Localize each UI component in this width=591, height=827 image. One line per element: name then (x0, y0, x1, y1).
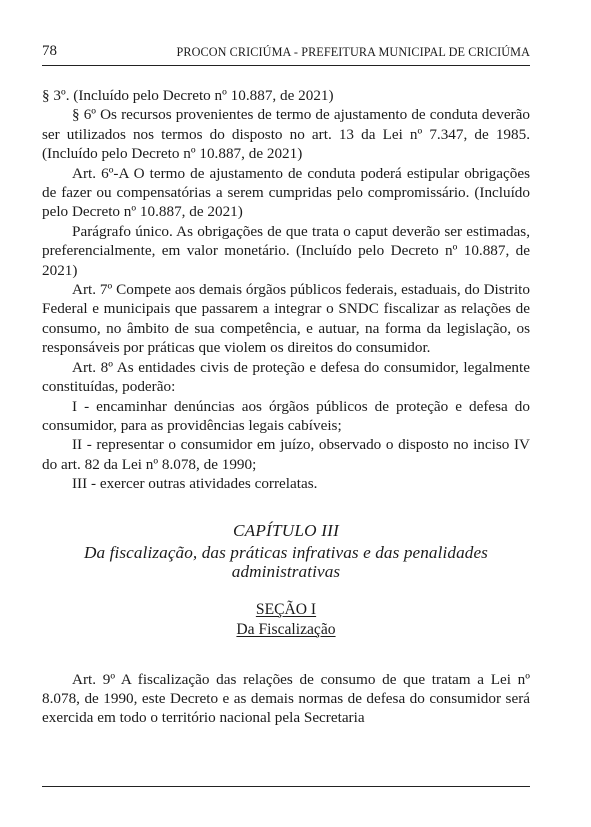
article-8-item-ii: II - representar o consumidor em juízo, observado o disposto no inciso IV do art. 82 da Lei nº 8.078, de 1990; (42, 436, 530, 473)
page-number: 78 (42, 43, 57, 59)
paragraph-6-recursos: § 6º Os recursos provenientes de termo de ajustamento de conduta deverão ser utilizados nos termos do disposto no art. 13 da Lei nº 7.347, de 1985. (Incluído pelo Decreto nº 10.887, de 2021) (42, 106, 530, 163)
section-title: SEÇÃO I (255, 600, 317, 618)
paragraph-3-incluido: § 3º. (Incluído pelo Decreto nº 10.887, de 2021) (42, 87, 334, 104)
article-8-item-i: I - encaminhar denúncias aos órgãos públicos de proteção e defesa do consumidor, para as providências legais cabíveis; (42, 397, 530, 434)
chapter-subtitle: Da fiscalização, das práticas infrativas e das penalidades administrativas (84, 542, 488, 581)
page-header (42, 43, 530, 66)
document-body (42, 86, 530, 728)
article-7: Art. 7º Compete aos demais órgãos públicos federais, estaduais, do Distrito Federal e municipais que passarem a integrar o SNDC fiscalizar as relações de consumo, no âmbito de sua competência, e autuar, na forma da legislação, os responsáveis por práticas que violem os direitos do consumidor. (42, 281, 530, 357)
section-subtitle: Da Fiscalização (236, 620, 336, 638)
article-6a: Art. 6º-A O termo de ajustamento de conduta poderá estipular obrigações de fazer ou compensatórias a serem cumpridas pelo compromissário. (Incluído pelo Decreto nº 10.887, de 2021) (42, 164, 530, 221)
article-8: Art. 8º As entidades civis de proteção e defesa do consumidor, legalmente constituídas, poderão: (42, 358, 530, 396)
running-head: PROCON CRICIÚMA - PREFEITURA MUNICIPAL DE CRICIÚMA (176, 45, 530, 59)
article-9: Art. 9º A fiscalização das relações de consumo de que tratam a Lei nº 8.078, de 1990, este Decreto e as demais normas de defesa do consumidor será exercida em todo o território nacional pela Secretaria (42, 670, 530, 727)
chapter-title: CAPÍTULO III (233, 520, 339, 540)
sole-paragraph: Parágrafo único. As obrigações de que trata o caput deverão ser estimadas, preferencialmente, em valor monetário. (Incluído pelo Decreto nº 10.887, de 2021) (42, 222, 530, 279)
article-8-item-iii: III - exercer outras atividades correlatas. (72, 475, 318, 493)
footer-rule (42, 786, 530, 787)
